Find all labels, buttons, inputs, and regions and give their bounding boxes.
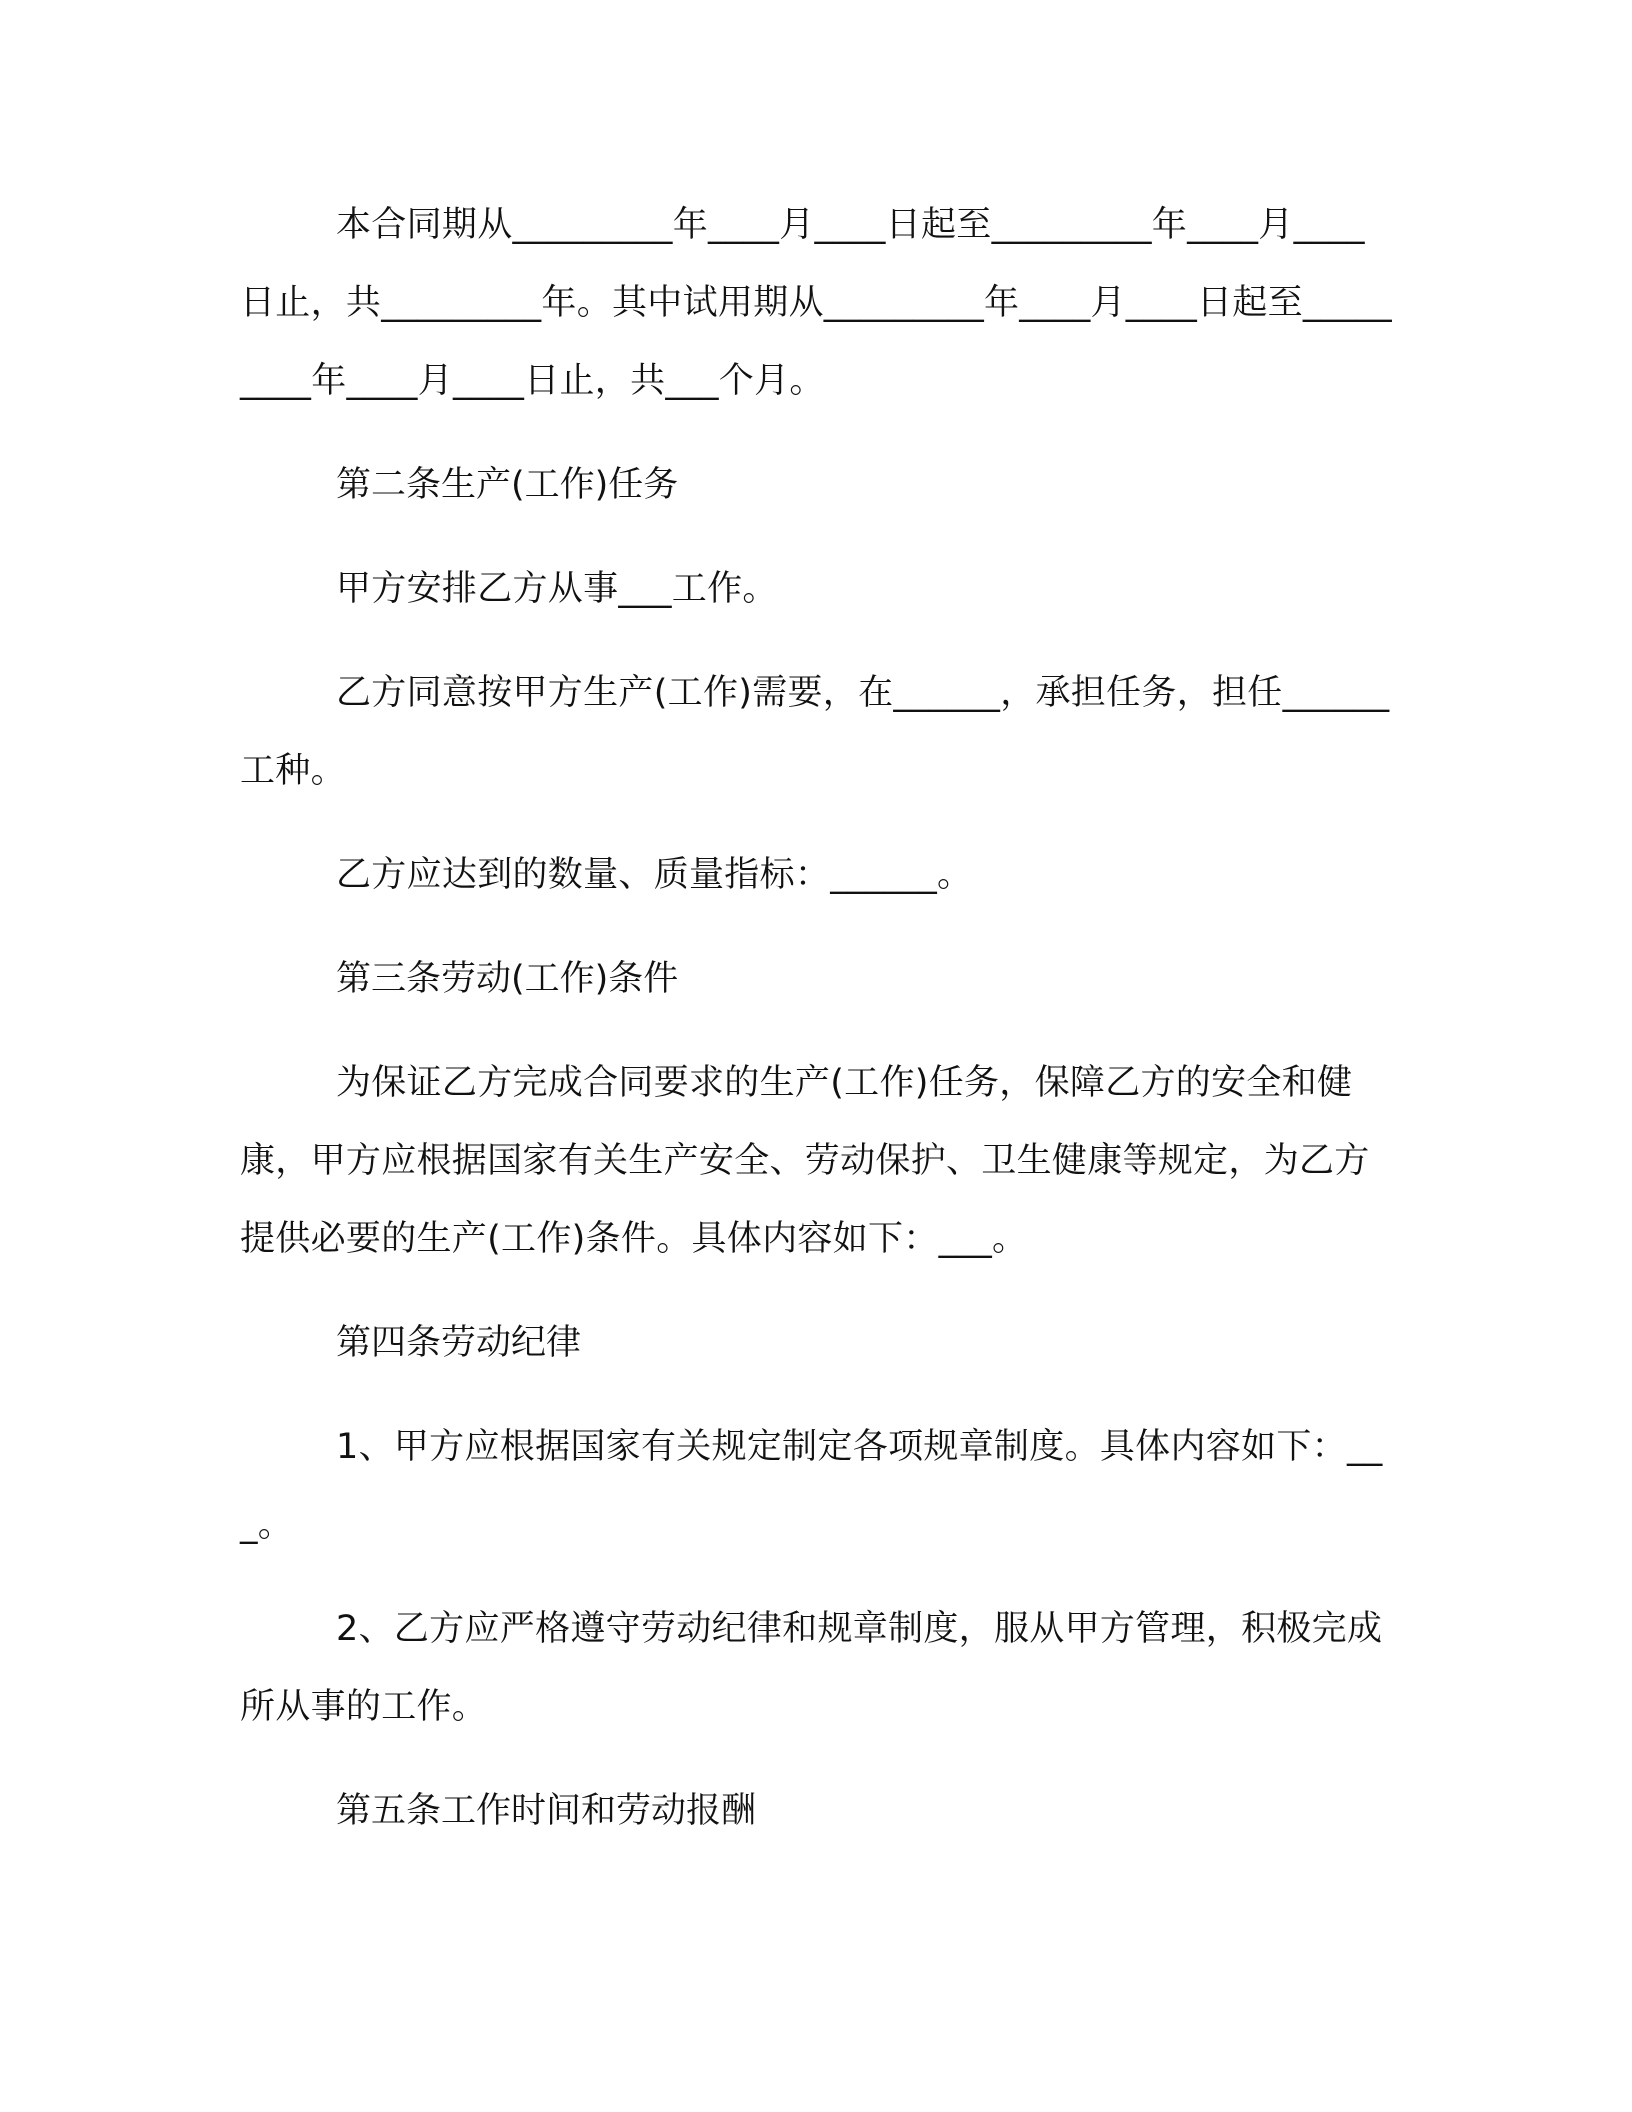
contract-term-paragraph: 本合同期从_________年____月____日起至_________年____月____日止，共_________年。其中试用期从_________年____月____日起至_________年____月____日止，共___个月。 — [240, 205, 1392, 401]
rules-item-2: 2、乙方应严格遵守劳动纪律和规章制度，服从甲方管理，积极完成所从事的工作。 — [240, 1609, 1383, 1727]
document-body — [240, 186, 1400, 1876]
job-assignment-paragraph: 甲方安排乙方从事___工作。 — [336, 569, 778, 609]
working-conditions-paragraph: 为保证乙方完成合同要求的生产(工作)任务，保障乙方的安全和健康，甲方应根据国家有关生产安全、劳动保护、卫生健康等规定，为乙方提供必要的生产(工作)条件。具体内容如下：___。 — [240, 1063, 1370, 1259]
article-4-heading: 第四条劳动纪律 — [336, 1323, 582, 1363]
rules-item-1: 1、甲方应根据国家有关规定制定各项规章制度。具体内容如下：___。 — [240, 1427, 1383, 1545]
quantity-quality-paragraph: 乙方应达到的数量、质量指标：______。 — [336, 855, 973, 895]
article-2-heading: 第二条生产(工作)任务 — [336, 465, 679, 505]
article-5-heading: 第五条工作时间和劳动报酬 — [336, 1791, 757, 1831]
article-3-heading: 第三条劳动(工作)条件 — [336, 959, 679, 999]
task-agreement-paragraph: 乙方同意按甲方生产(工作)需要，在______，承担任务，担任______工种。 — [240, 673, 1390, 791]
